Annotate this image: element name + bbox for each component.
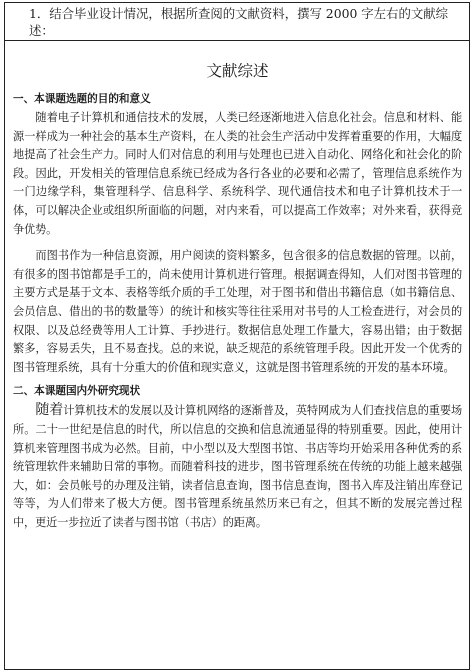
section-heading-research-status: 二、本课题国内外研究现状 (13, 385, 141, 398)
section-heading-purpose: 一、本课题选题的目的和意义 (13, 93, 151, 105)
prompt-text: 1．结合毕业设计情况，根据所查阅的文献资料，撰写 2000 字左右的文献综述： (29, 6, 449, 38)
prompt-box (5, 3, 469, 41)
document-title: 文献综述 (206, 62, 269, 80)
form-frame (4, 2, 470, 670)
paragraph: 而图书作为一种信息资源，用户阅读的资料繁多，包含很多的信息数据的管理。以前，有很多的图书馆都是手工的，尚未使用计算机进行管理。根据调查得知，人们对图书管理的主要方式是基于文本、表格等纸介质的手工处理，对于图书和借出书籍信息（如书籍信息、会员信息、借出的书的数量等）的统计和核实等往往采用对书号的人工检查进行，对会员的权限、以及总经费等用人工计算、手抄进行。数据信息处理工作量大，容易出错；由于数据繁多，容易丢失，且不易查找。总的来说，缺乏规范的系统管理手段。因此开发一个优秀的图书管理系统，具有十分重大的价值和现实意义，这就是图书管理系统的开发的基本环境。 (13, 249, 462, 374)
paragraph-lead-word: 随着 (35, 402, 64, 419)
paragraph: 随着电子计算机和通信技术的发展，人类已经逐渐地进入信息化社会。信息和材料、能源一样成为一种社会的基本生产资料，在人类的社会生产活动中发挥着重要的作用，大幅度地提高了社会生产力。同时人们对信息的利用与处理也已进入自动化、网络化和社会化的阶段。因此，开发相关的管理信息系统已经成为各行各业的必要和必需了，管理信息系统作为一门边缘学科，集管理科学、信息科学、系统科学、现代通信技术和电子计算机技术于一体，可以解决企业或组织所面临的问题，对内来看，可以提高工作效率；对外来看，获得竞争优势。 (13, 111, 462, 236)
paragraph-body: 计算机技术的发展以及计算机网络的逐渐普及，英特网成为人们查找信息的重要场所。二十一世纪是信息的时代，所以信息的交换和信息流通显得的特别重要。因此，使用计算机来管理图书成为必然。目前，中小型以及大型图书馆、书店等均开始采用各种优秀的系统管理软件来辅助日常的事物。而随着科技的进步，图书管理系统在传统的功能上越来越强大，如：会员帐号的办理及注销，读者信息查询，图书信息查询，图书入库及注销出库登记等等，为人们带来了极大方便。图书管理系统虽然历来已有之，但其不断的发展完善过程中，更近一步拉近了读者与图书馆（书店）的距离。 (13, 404, 463, 529)
paragraph (13, 401, 462, 532)
review-body (5, 61, 469, 532)
